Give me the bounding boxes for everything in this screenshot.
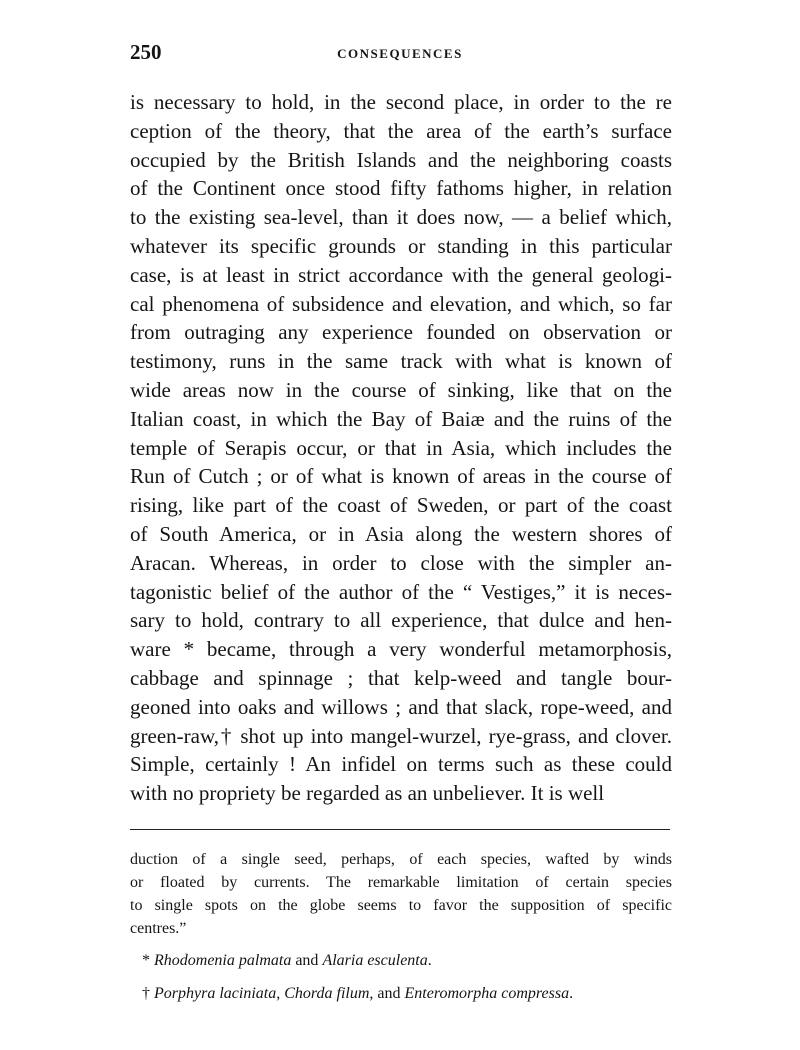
text-line: Italian coast, in which the Bay of Baiæ and the ruins of the	[130, 406, 672, 431]
text-line: wide areas now in the course of sinking, like that on the	[130, 377, 672, 402]
footnote-dagger	[142, 981, 672, 1006]
text-line: cabbage and spinnage ; that kelp-weed and tangle bour-	[130, 665, 672, 690]
species-name: Enteromorpha compressa	[404, 985, 570, 1002]
text-line: sary to hold, contrary to all experience, that dulce and hen-	[130, 608, 672, 633]
footnote-continuation-line: to single spots on the globe seems to favor the supposition of specific	[130, 897, 672, 914]
footnote-text: .	[569, 985, 574, 1002]
footnote-star-marker: *	[142, 952, 150, 969]
page-number: 250	[130, 40, 162, 64]
species-name: Porphyra laciniata	[154, 985, 277, 1002]
text-line: to the existing sea-level, than it does now, — a belief which,	[130, 205, 672, 230]
text-line: green-raw,† shot up into mangel-wurzel, rye-grass, and clover.	[130, 723, 672, 748]
text-line: cal phenomena of subsidence and elevation, and which, so far	[130, 291, 672, 316]
footnote-dagger-marker: †	[142, 985, 150, 1002]
footnote-divider	[130, 829, 670, 830]
text-line: temple of Serapis occur, or that in Asia, which includes the	[130, 435, 672, 460]
page-header	[130, 40, 670, 70]
text-line: ception of the theory, that the area of the earth’s surface	[130, 118, 672, 143]
footnote-text: and	[291, 952, 323, 969]
text-line: of the Continent once stood fifty fathoms higher, in relation	[130, 176, 672, 201]
text-line: with no propriety be regarded as an unbeliever. It is well	[130, 781, 605, 806]
text-line: whatever its specific grounds or standing in this particular	[130, 233, 672, 258]
text-line: rising, like part of the coast of Sweden, or part of the coast	[130, 493, 672, 518]
footnote-text: .	[427, 952, 432, 969]
footnote-text: , and	[369, 985, 405, 1002]
footnote-continuation-line: centres.”	[130, 920, 187, 937]
text-line: testimony, runs in the same track with what is known of	[130, 349, 672, 374]
footnote-star	[142, 948, 672, 973]
text-line: is necessary to hold, in the second place, in order to the re	[130, 90, 672, 114]
text-line: Aracan. Whereas, in order to close with the simpler an-	[130, 550, 672, 575]
body-text	[130, 88, 672, 808]
species-name: Alaria esculenta	[322, 952, 428, 969]
text-line: geoned into oaks and willows ; and that slack, rope-weed, and	[130, 694, 672, 719]
footnote-continuation-line: duction of a single seed, perhaps, of each species, wafted by winds	[130, 851, 672, 868]
species-name: Chorda filum	[284, 985, 370, 1002]
text-line: tagonistic belief of the author of the “ Vestiges,” it is neces-	[130, 579, 672, 604]
footnote-text: ,	[276, 985, 285, 1002]
text-line: case, is at least in strict accordance with the general geologi-	[130, 262, 672, 287]
text-line: of South America, or in Asia along the western shores of	[130, 521, 672, 546]
footnote-continuation-line: or floated by currents. The remarkable limitation of certain species	[130, 874, 672, 891]
footnotes	[130, 848, 672, 1006]
text-line: occupied by the British Islands and the neighboring coasts	[130, 147, 672, 172]
text-line: Run of Cutch ; or of what is known of areas in the course of	[130, 464, 672, 489]
species-name: Rhodomenia palmata	[154, 952, 292, 969]
text-line: ware * became, through a very wonderful metamorphosis,	[130, 637, 672, 662]
text-line: Simple, certainly ! An infidel on terms such as these could	[130, 752, 672, 777]
running-head: CONSEQUENCES	[337, 46, 463, 61]
text-line: from outraging any experience founded on observation or	[130, 320, 672, 345]
